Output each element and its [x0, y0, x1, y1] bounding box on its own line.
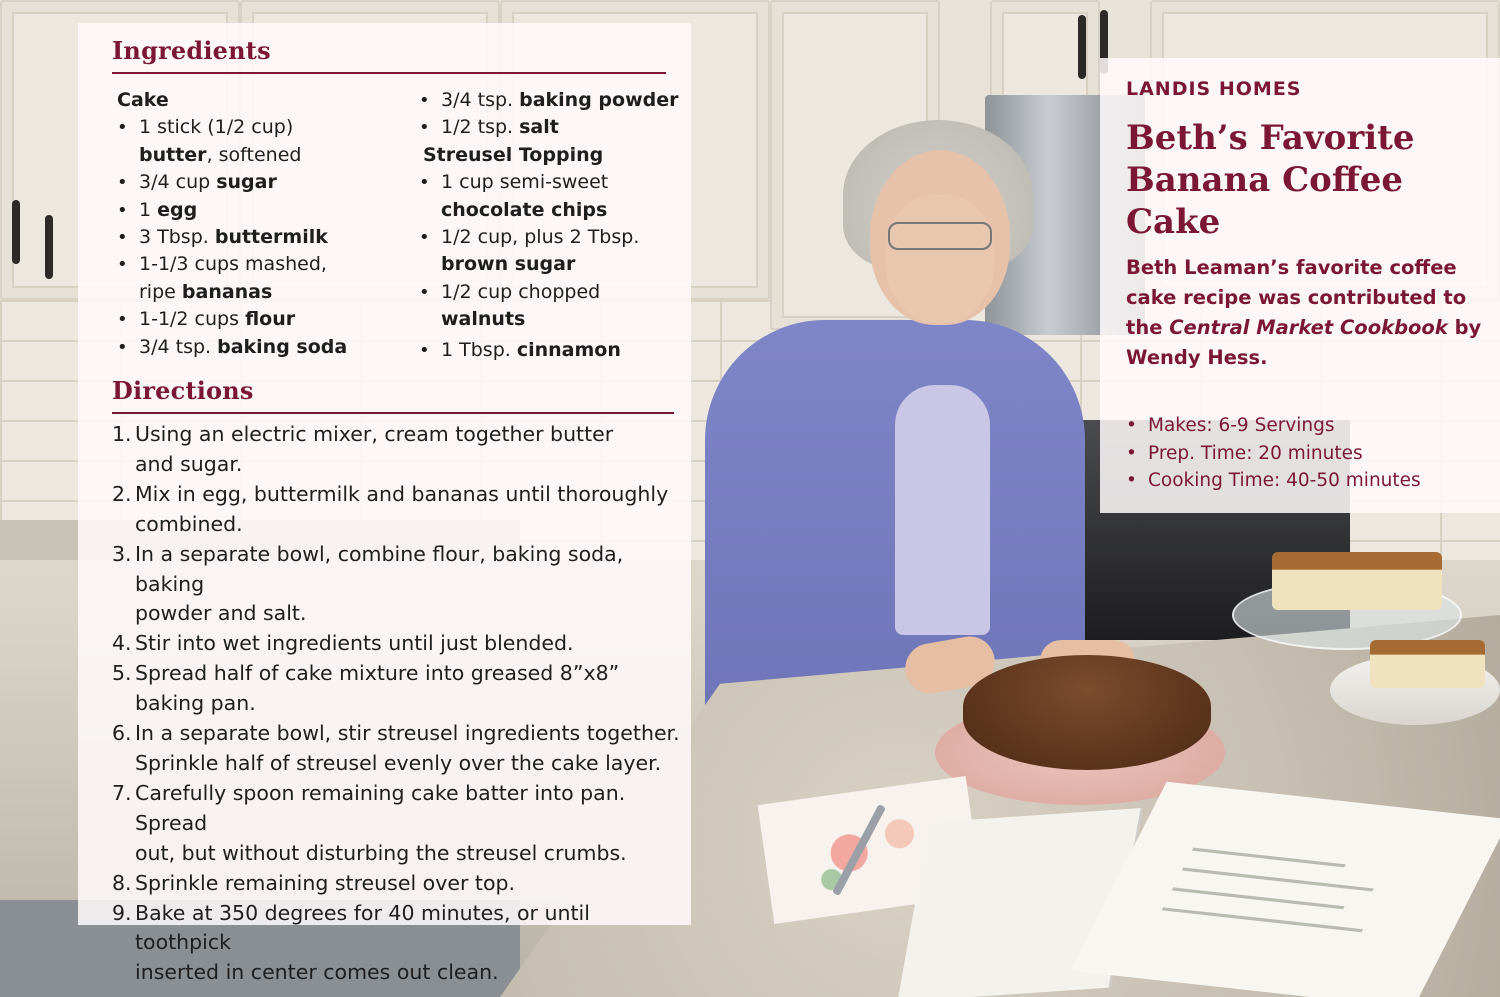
direction-step: 9. Bake at 350 degrees for 40 minutes, or until toothpick inserted in center comes out clean.	[112, 900, 590, 985]
ingredient-item: • 3 Tbsp. buttermilk	[117, 224, 417, 251]
direction-step: 5. Spread half of cake mixture into greased 8”x8” baking pan.	[112, 661, 620, 716]
ingredient-item: • 3/4 cup sugar	[117, 169, 417, 196]
ingredient-item: • 1/2 tsp. salt	[419, 114, 684, 141]
ingredient-item: • 1 egg	[117, 197, 417, 224]
directions-heading: Directions	[112, 376, 254, 405]
recipe-description: Beth Leaman’s favorite coffee cake recipe was contributed to the Central Market Cookbook by Wendy Hess.	[1126, 256, 1482, 369]
ingredients-rule	[112, 72, 666, 74]
direction-step: 8. Sprinkle remaining streusel over top.	[112, 870, 516, 895]
person-shirt	[895, 385, 990, 635]
brand-label: LANDIS HOMES	[1126, 78, 1302, 100]
ingredient-item: • 3/4 tsp. baking soda	[117, 334, 417, 361]
cabinet-handle	[1078, 15, 1086, 79]
cake-slice	[1370, 640, 1485, 688]
ingredient-item: • 1 cup semi-sweet chocolate chips	[419, 169, 684, 224]
ingredient-item: • 3/4 tsp. baking powder	[419, 87, 684, 114]
cabinet-handle	[45, 215, 53, 279]
ingredient-item: • 1 stick (1/2 cup) butter, softened	[117, 114, 417, 169]
ingredient-item: • 1 Tbsp. cinnamon	[419, 337, 684, 364]
ingredients-heading: Ingredients	[112, 36, 271, 65]
ingredient-item: • 1-1/2 cups flour	[117, 306, 417, 333]
direction-step: 2. Mix in egg, buttermilk and bananas until thoroughly combined.	[112, 481, 669, 536]
coffee-cake	[963, 655, 1211, 770]
cabinet-handle	[12, 200, 20, 264]
direction-step: 3. In a separate bowl, combine flour, baking soda, baking powder and salt.	[112, 541, 624, 626]
recipe-title: Beth’s Favorite Banana Coffee Cake	[1126, 118, 1415, 242]
ingredient-item: • 1/2 cup chopped walnuts	[419, 279, 684, 334]
ingredient-item: • 1-1/3 cups mashed, ripe bananas	[117, 251, 417, 306]
recipe-facts	[1126, 412, 1496, 495]
direction-step: 7. Carefully spoon remaining cake batter into pan. Spread out, but without disturbing the streusel crumbs.	[112, 780, 627, 865]
glasses	[888, 222, 992, 250]
streusel-subheading: Streusel Topping	[423, 143, 604, 166]
direction-step: 4. Stir into wet ingredients until just blended.	[112, 631, 574, 656]
cake-subheading: Cake	[117, 89, 169, 111]
directions-list	[112, 420, 692, 988]
fact-prep-time: • Prep. Time: 20 minutes	[1126, 440, 1496, 468]
cake-slices	[1272, 552, 1442, 610]
ingredients-column-streusel	[419, 87, 684, 364]
ingredients-column-cake	[117, 87, 417, 361]
direction-step: 6. In a separate bowl, stir streusel ingredients together. Sprinkle half of streusel evenly over the cake layer.	[112, 721, 680, 775]
ingredient-item: • 1/2 cup, plus 2 Tbsp. brown sugar	[419, 224, 684, 279]
fact-servings: • Makes: 6-9 Servings	[1126, 412, 1496, 440]
fact-cooking-time: • Cooking Time: 40-50 minutes	[1126, 467, 1496, 495]
person-face	[885, 195, 995, 325]
directions-rule	[112, 412, 674, 414]
direction-step: 1. Using an electric mixer, cream together butter and sugar.	[112, 422, 614, 476]
